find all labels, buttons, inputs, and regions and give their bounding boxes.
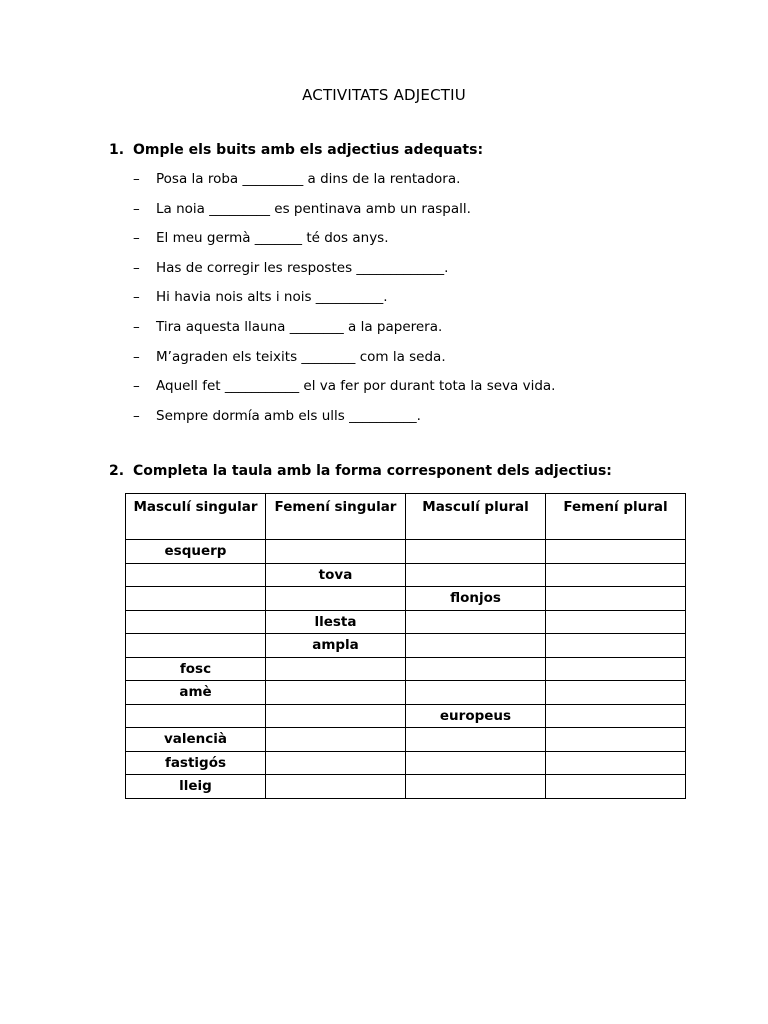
table-cell: esquerp bbox=[126, 540, 266, 564]
table-cell: flonjos bbox=[406, 587, 546, 611]
table-cell bbox=[266, 704, 406, 728]
table-cell bbox=[546, 681, 686, 705]
header-feminine-plural: Femení plural bbox=[546, 494, 686, 540]
table-cell bbox=[266, 657, 406, 681]
sentence-item bbox=[133, 259, 555, 289]
table-cell bbox=[546, 775, 686, 799]
table-cell bbox=[266, 728, 406, 752]
table-row bbox=[126, 634, 686, 658]
header-masculine-plural: Masculí plural bbox=[406, 494, 546, 540]
table-row bbox=[126, 540, 686, 564]
sentence-item bbox=[133, 200, 555, 230]
fill-in-sentences-list bbox=[133, 170, 555, 436]
table-cell: ampla bbox=[266, 634, 406, 658]
sentence-text: La noia _________ es pentinava amb un raspall. bbox=[156, 200, 471, 217]
dash-bullet: – bbox=[133, 318, 140, 335]
dash-bullet: – bbox=[133, 171, 140, 187]
table-cell bbox=[126, 704, 266, 728]
table-cell bbox=[406, 681, 546, 705]
table-cell bbox=[546, 751, 686, 775]
header-feminine-singular: Femení singular bbox=[266, 494, 406, 540]
table-cell bbox=[406, 775, 546, 799]
table-cell: fastigós bbox=[126, 751, 266, 775]
sentence-text: M’agraden els teixits ________ com la seda. bbox=[156, 348, 446, 365]
sentence-text: Hi havia nois alts i nois __________. bbox=[156, 289, 388, 306]
table-cell bbox=[266, 587, 406, 611]
table-row bbox=[126, 587, 686, 611]
dash-bullet: – bbox=[133, 378, 140, 395]
table-cell bbox=[546, 634, 686, 658]
sentence-text: Posa la roba _________ a dins de la rentadora. bbox=[156, 171, 461, 187]
table-cell bbox=[546, 587, 686, 611]
table-cell: europeus bbox=[406, 704, 546, 728]
section-1-heading-text: Omple els buits amb els adjectius adequats: bbox=[133, 142, 484, 158]
table-cell bbox=[266, 751, 406, 775]
sentence-text: Has de corregir les respostes _____________. bbox=[156, 259, 449, 276]
table-cell bbox=[126, 563, 266, 587]
header-masculine-singular: Masculí singular bbox=[126, 494, 266, 540]
table-header-row bbox=[126, 494, 686, 540]
table-row bbox=[126, 563, 686, 587]
dash-bullet: – bbox=[133, 200, 140, 217]
table-cell bbox=[546, 728, 686, 752]
table-cell bbox=[406, 634, 546, 658]
table-cell bbox=[266, 775, 406, 799]
table-row bbox=[126, 775, 686, 799]
dash-bullet: – bbox=[133, 407, 140, 424]
section-2-heading-text: Completa la taula amb la forma corresponent dels adjectius: bbox=[133, 463, 612, 479]
sentence-item bbox=[133, 288, 555, 318]
table-cell bbox=[126, 634, 266, 658]
table-cell bbox=[126, 587, 266, 611]
table-cell bbox=[406, 728, 546, 752]
table-cell bbox=[546, 657, 686, 681]
table-cell bbox=[266, 540, 406, 564]
table-cell: fosc bbox=[126, 657, 266, 681]
table-cell: valencià bbox=[126, 728, 266, 752]
table-row bbox=[126, 728, 686, 752]
table-cell bbox=[406, 610, 546, 634]
table-cell bbox=[406, 751, 546, 775]
sentence-text: Sempre dormía amb els ulls __________. bbox=[156, 407, 421, 424]
dash-bullet: – bbox=[133, 348, 140, 365]
table-row bbox=[126, 610, 686, 634]
table-cell bbox=[406, 540, 546, 564]
sentence-item bbox=[133, 348, 555, 378]
table-cell bbox=[126, 610, 266, 634]
page-title: ACTIVITATS ADJECTIU bbox=[302, 86, 466, 104]
table-row bbox=[126, 657, 686, 681]
table-row bbox=[126, 681, 686, 705]
sentence-item bbox=[133, 229, 555, 259]
table-cell bbox=[266, 681, 406, 705]
dash-bullet: – bbox=[133, 259, 140, 276]
table-cell bbox=[546, 563, 686, 587]
table-cell bbox=[406, 657, 546, 681]
table-row bbox=[126, 704, 686, 728]
section-2-number: 2. bbox=[109, 463, 125, 479]
table-cell: llesta bbox=[266, 610, 406, 634]
table-cell: lleig bbox=[126, 775, 266, 799]
table-cell bbox=[546, 610, 686, 634]
table-cell: tova bbox=[266, 563, 406, 587]
sentence-text: Aquell fet ___________ el va fer por durant tota la seva vida. bbox=[156, 378, 556, 395]
table-cell bbox=[406, 563, 546, 587]
section-1-number: 1. bbox=[109, 142, 125, 158]
dash-bullet: – bbox=[133, 230, 140, 247]
table-cell bbox=[546, 540, 686, 564]
dash-bullet: – bbox=[133, 289, 140, 306]
table-cell: amè bbox=[126, 681, 266, 705]
sentence-item bbox=[133, 170, 555, 200]
sentence-text: Tira aquesta llauna ________ a la paperera. bbox=[156, 318, 443, 335]
sentence-item bbox=[133, 377, 555, 407]
sentence-item bbox=[133, 318, 555, 348]
table-cell bbox=[546, 704, 686, 728]
table-row bbox=[126, 751, 686, 775]
section-1-heading bbox=[109, 142, 483, 158]
adjective-forms-table bbox=[125, 493, 686, 799]
sentence-item bbox=[133, 407, 555, 437]
sentence-text: El meu germà _______ té dos anys. bbox=[156, 230, 389, 247]
section-2-heading bbox=[109, 463, 612, 479]
